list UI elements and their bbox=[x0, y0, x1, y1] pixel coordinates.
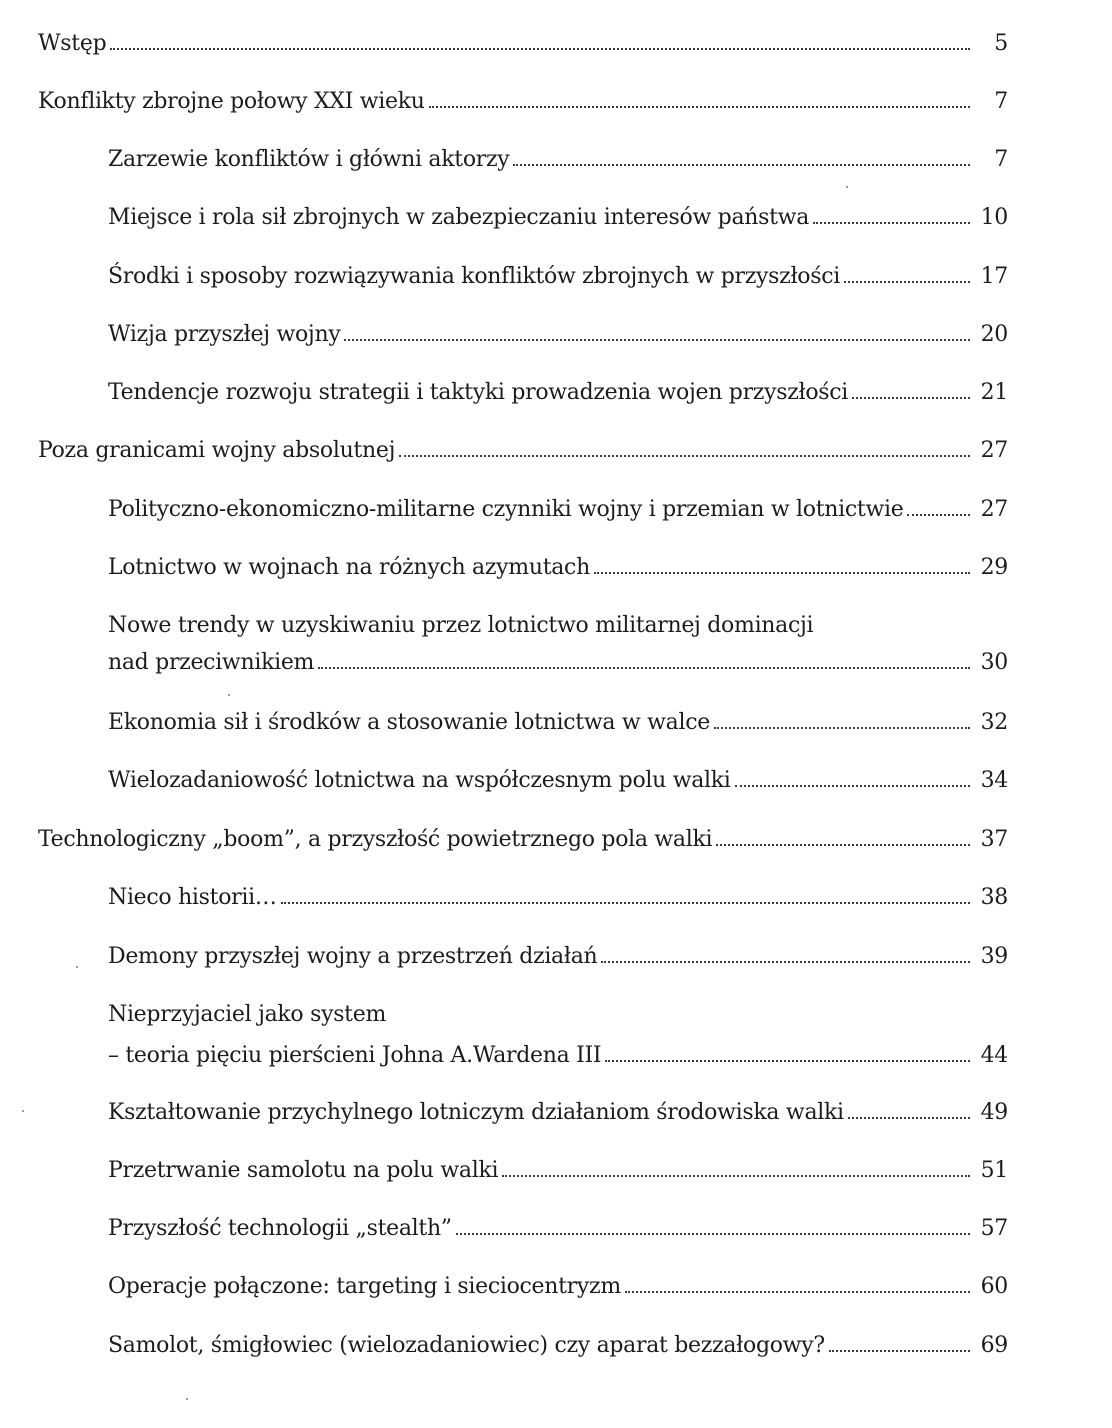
toc-entry bbox=[0, 88, 1112, 116]
toc-entry-title: Przetrwanie samolotu na polu walki bbox=[108, 1158, 499, 1183]
toc-page-number: 51 bbox=[980, 1158, 1008, 1183]
dot-leader bbox=[829, 1350, 970, 1352]
dot-leader bbox=[399, 455, 970, 457]
toc-entry bbox=[0, 1157, 1112, 1185]
toc-entry-title: Przyszłość technologii „stealth” bbox=[108, 1216, 452, 1241]
toc-page-number: 60 bbox=[980, 1274, 1008, 1299]
scan-speck bbox=[228, 694, 230, 696]
toc-entry-title: Wstęp bbox=[38, 31, 107, 56]
dot-leader bbox=[813, 222, 970, 224]
toc-entry bbox=[0, 379, 1112, 407]
dot-leader bbox=[735, 785, 970, 787]
scan-speck bbox=[22, 1110, 24, 1112]
toc-page-number: 21 bbox=[980, 380, 1008, 405]
toc-page-number: 44 bbox=[980, 1043, 1008, 1068]
toc-page-number: 49 bbox=[980, 1100, 1008, 1125]
toc-entry-title: Polityczno-ekonomiczno-militarne czynniki wojny i przemian w lotnictwie bbox=[108, 497, 904, 522]
dot-leader bbox=[318, 667, 970, 669]
scan-speck bbox=[76, 966, 78, 968]
toc-entry bbox=[0, 709, 1112, 737]
toc-entry-title: – teoria pięciu pierścieni Johna A.Wardena III bbox=[108, 1043, 602, 1068]
toc-entry bbox=[0, 437, 1112, 465]
toc-entry-title: Samolot, śmigłowiec (wielozadaniowiec) czy aparat bezzałogowy? bbox=[108, 1333, 825, 1358]
dot-leader bbox=[429, 106, 970, 108]
toc-entry bbox=[0, 146, 1112, 174]
toc-entry bbox=[0, 263, 1112, 291]
dot-leader bbox=[594, 572, 970, 574]
dot-leader bbox=[110, 48, 970, 50]
toc-entry bbox=[0, 321, 1112, 349]
toc-page-number: 5 bbox=[994, 31, 1008, 56]
toc-page-number: 17 bbox=[980, 264, 1008, 289]
toc-entry-title: Nieco historii… bbox=[108, 885, 277, 910]
toc-entry bbox=[0, 496, 1112, 524]
toc-page-number: 69 bbox=[980, 1333, 1008, 1358]
toc-entry-title: Środki i sposoby rozwiązywania konfliktów zbrojnych w przyszłości bbox=[108, 264, 840, 289]
toc-page-number: 57 bbox=[980, 1216, 1008, 1241]
toc-entry-title: Technologiczny „boom”, a przyszłość powietrznego pola walki bbox=[38, 827, 713, 852]
dot-leader bbox=[852, 397, 970, 399]
toc-entry bbox=[0, 1099, 1112, 1127]
toc-page-number: 27 bbox=[980, 438, 1008, 463]
toc-entry-title: Wielozadaniowość lotnictwa na współczesnym polu walki bbox=[108, 768, 731, 793]
dot-leader bbox=[281, 902, 970, 904]
toc-page-number: 30 bbox=[980, 650, 1008, 675]
toc-entry bbox=[0, 612, 1112, 677]
toc-page-number: 10 bbox=[980, 205, 1008, 230]
toc-entry bbox=[0, 554, 1112, 582]
toc-entry-title: nad przeciwnikiem bbox=[108, 650, 315, 675]
dot-leader bbox=[844, 281, 970, 283]
toc-entry-title: Tendencje rozwoju strategii i taktyki prowadzenia wojen przyszłości bbox=[108, 380, 849, 405]
toc-page-number: 20 bbox=[980, 322, 1008, 347]
toc-entry-title: Ekonomia sił i środków a stosowanie lotnictwa w walce bbox=[108, 710, 710, 735]
toc-entry bbox=[0, 826, 1112, 854]
toc-entry bbox=[0, 1273, 1112, 1301]
scan-speck bbox=[186, 1398, 188, 1400]
toc-entry-title: Zarzewie konfliktów i główni aktorzy bbox=[108, 147, 510, 172]
dot-leader bbox=[907, 514, 970, 516]
dot-leader bbox=[502, 1175, 970, 1177]
dot-leader bbox=[601, 961, 970, 963]
toc-entry-title: Kształtowanie przychylnego lotniczym działaniom środowiska walki bbox=[108, 1100, 844, 1125]
toc-page-number: 7 bbox=[994, 147, 1008, 172]
dot-leader bbox=[625, 1291, 970, 1293]
toc-page-number: 37 bbox=[980, 827, 1008, 852]
dot-leader bbox=[344, 339, 970, 341]
dot-leader bbox=[716, 844, 970, 846]
toc-entry-title: Konflikty zbrojne połowy XXI wieku bbox=[38, 89, 425, 114]
toc-page-number: 34 bbox=[980, 768, 1008, 793]
dot-leader bbox=[714, 727, 970, 729]
toc-page-number: 29 bbox=[980, 555, 1008, 580]
toc-page-number: 7 bbox=[994, 89, 1008, 114]
dot-leader bbox=[605, 1060, 970, 1062]
toc-entry bbox=[0, 1215, 1112, 1243]
toc-entry bbox=[0, 767, 1112, 795]
toc-entry bbox=[0, 204, 1112, 232]
toc-entry bbox=[0, 943, 1112, 971]
toc-entry-title-line: Nieprzyjaciel jako system bbox=[108, 1002, 387, 1027]
toc-entry-title: Demony przyszłej wojny a przestrzeń działań bbox=[108, 944, 598, 969]
toc-entry bbox=[0, 30, 1112, 58]
toc-entry bbox=[0, 1001, 1112, 1070]
dot-leader bbox=[513, 164, 970, 166]
toc-entry bbox=[0, 884, 1112, 912]
dot-leader bbox=[456, 1233, 970, 1235]
toc-entry-title: Wizja przyszłej wojny bbox=[108, 322, 341, 347]
scan-speck bbox=[846, 186, 848, 188]
toc-page-number: 39 bbox=[980, 944, 1008, 969]
toc-entry-title: Poza granicami wojny absolutnej bbox=[38, 438, 396, 463]
toc-entry-title-line: Nowe trendy w uzyskiwaniu przez lotnictwo militarnej dominacji bbox=[108, 613, 814, 638]
toc-entry-title: Miejsce i rola sił zbrojnych w zabezpieczaniu interesów państwa bbox=[108, 205, 810, 230]
toc-page-number: 27 bbox=[980, 497, 1008, 522]
dot-leader bbox=[848, 1117, 970, 1119]
toc-page-number: 32 bbox=[980, 710, 1008, 735]
toc-entry bbox=[0, 1332, 1112, 1360]
toc-entry-title: Lotnictwo w wojnach na różnych azymutach bbox=[108, 555, 590, 580]
toc-entry-title: Operacje połączone: targeting i sieciocentryzm bbox=[108, 1274, 621, 1299]
toc-page-number: 38 bbox=[980, 885, 1008, 910]
